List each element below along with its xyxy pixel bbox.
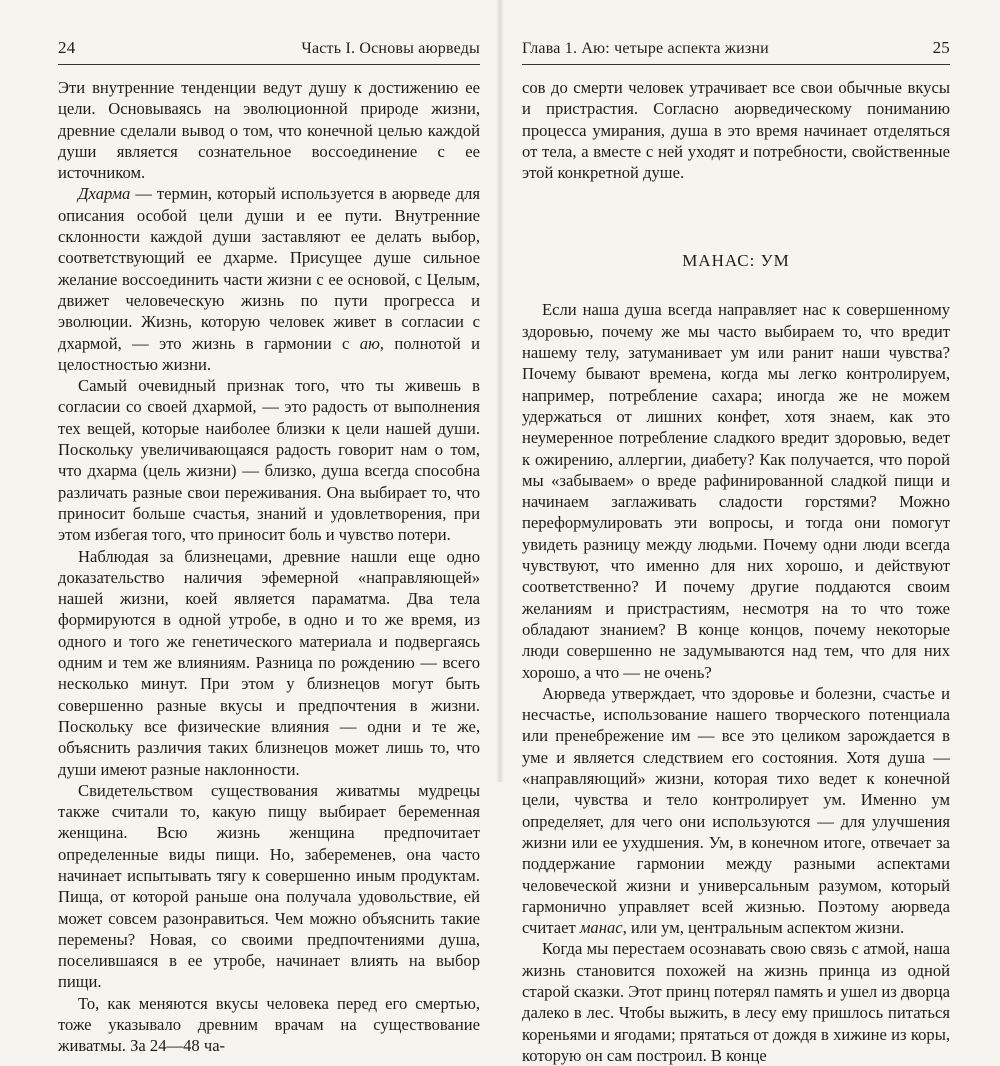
paragraph	[58, 375, 480, 545]
text-run: Эти внутренние тенденции ведут душу к достижению ее цели. Основываясь на эволюционной природе жизни, древние сделали вывод о том, что конечной целью каждой души является сознательное воссоединение с ее источником.	[58, 78, 480, 183]
text-run: — термин, который используется в аюрведе для описания особой цели души и ее пути. Внутренние склонности каждой души заставляют ее делать выбор, соответствующий ее дхарме. Присущее душе сильное желание воссоединить части жизни с ее основой, с Целым, движет человеческую жизнь по пути прогресса и эволюции. Жизнь, которую человек живет в согласии с дхармой, — это жизнь в гармонии с	[58, 184, 480, 353]
text-run: Когда мы перестаем осознавать свою связь с атмой, наша жизнь становится похожей на жизнь принца из одной старой сказки. Этот принц потерял память и ушел из дворца далеко в лес. Чтобы выжить, в лесу ему пришлось питаться кореньями и ягодами; прятаться от дождя в хижине из коры, которую он сам построил. В конце	[522, 939, 950, 1065]
text-run: , или ум, центральным аспектом жизни.	[622, 918, 905, 938]
right-page	[500, 0, 1000, 1065]
chapter-title: Глава 1. Аю: четыре аспекта жизни	[522, 40, 769, 57]
paragraph	[58, 183, 480, 375]
text-run: Самый очевидный признак того, что ты живешь в согласии со своей дхармой, — это радость от выполнения тех вещей, которые наиболее близки к цели нашей души. Поскольку увеличивающаяся радость говорит нам о том, что дхарма (цель жизни) — близко, душа всегда способна различать разные свои переживания. Она выбирает то, что приносит больше счастья, знаний и удовлетворения, при этом избегая того, что приносит боль и чувство потери.	[58, 376, 480, 545]
part-title: Часть I. Основы аюрведы	[301, 40, 480, 57]
italic-term: Дхарма	[78, 184, 131, 204]
text-run: Аюрведа утверждает, что здоровье и болезни, счастье и несчастье, использование нашего творческого потенциала или пренебрежение им — все это целиком зарождается в уме и является следствием его состояния. Хотя душа — «направляющий» жизни, которая тихо ведет к конечной цели, чувства и тело контролирует ум. Именно ум определяет, для чего они используются — для улучшения жизни или ее ухудшения. Ум, в конечном итоге, отвечает за поддержание гармонии между разными аспектами человеческой жизни и универсальным разумом, который гармонично управляет всей жизнью. Поэтому аюрведа считает	[522, 683, 950, 938]
right-running-header	[522, 38, 950, 65]
left-page	[0, 0, 500, 1056]
italic-term: аю	[359, 333, 380, 353]
paragraph	[522, 938, 950, 1066]
text-run: сов до смерти человек утрачивает все свои обычные вкусы и пристрастия. Согласно аюрведическому пониманию процесса умирания, душа в это время начинает отделяться от тела, а вместе с ней уходят и потребности, свойственные этой конкретной душе.	[522, 78, 950, 183]
paragraph	[522, 683, 950, 939]
text-run: Свидетельством существования живатмы мудрецы также считали то, какую пищу выбирает беременная женщина. Всю жизнь женщина предпочитает определенные виды пищи. Но, забеременев, она часто начинает испытывать тягу к совершенно иным продуктам. Пища, от которой раньше она получала удовольствие, ей может совсем разонравиться. Чем можно объяснить такие перемены? Новая, со своими предпочтениями душа, поселившаяся в ее утробе, начинает влиять на выбор пищи.	[58, 780, 480, 992]
paragraph	[58, 77, 480, 183]
paragraph	[58, 780, 480, 993]
left-running-header	[58, 38, 480, 65]
italic-term: манас	[579, 918, 623, 938]
page-number: 24	[58, 38, 76, 57]
paragraph	[522, 299, 950, 682]
paragraph	[58, 546, 480, 780]
left-body-text	[58, 77, 480, 1057]
section-heading: МАНАС: УМ	[682, 251, 790, 271]
page-number: 25	[932, 38, 950, 57]
text-run: Если наша душа всегда направляет нас к совершенному здоровью, почему же мы часто выбираем то, что вредит нашему телу, затуманивает ум или ранит наши чувства? Почему бывают времена, когда мы легко контролируем, например, потребление сахара; иногда же не можем удержаться от лишних конфет, хотя знаем, как это неумеренное потребление сладкого вредит здоровью, ведет к ожирению, аллергии, диабету? Как получается, что порой мы «забываем» о вреде рафинированной сладкой пищи и начинаем заглаживать сладости горстями? Можно переформулировать эти вопросы, и тогда они помогут увидеть разницу между людьми. Почему одни люди всегда чувствуют, что именно для них хорошо, и действуют соответственно? И почему другие поддаются своим желаниям и пристрастиям, несмотря на то что тоже обладают знанием? В конце концов, почему некоторые люди совершенно не задумываются над тем, что для них хорошо, а что — не очень?	[522, 300, 950, 682]
text-run: , полнотой и целостностью жизни.	[58, 333, 481, 374]
text-run: Наблюдая за близнецами, древние нашли еще одно доказательство наличия эфемерной «направляющей» нашей жизни, коей является параматма. Два тела формируются в одной утробе, в одно и то же время, из одного и того же генетического материала и подвергаясь одним и тем же влияниям. Разница по рождению — всего несколько минут. При этом у близнецов могут быть совершенно разные вкусы и предпочтения в жизни. Поскольку все физические влияния — одни и те же, объяснить различия таких близнецов может лишь то, что души имеют разные наклонности.	[58, 546, 480, 779]
paragraph	[58, 993, 480, 1057]
text-run: То, как меняются вкусы человека перед его смертью, тоже указывало древним врачам на существование живатмы. За 24—48 ча-	[58, 993, 480, 1056]
right-body-text	[522, 299, 950, 1066]
paragraph	[522, 77, 950, 183]
right-body-text-top	[522, 77, 950, 183]
